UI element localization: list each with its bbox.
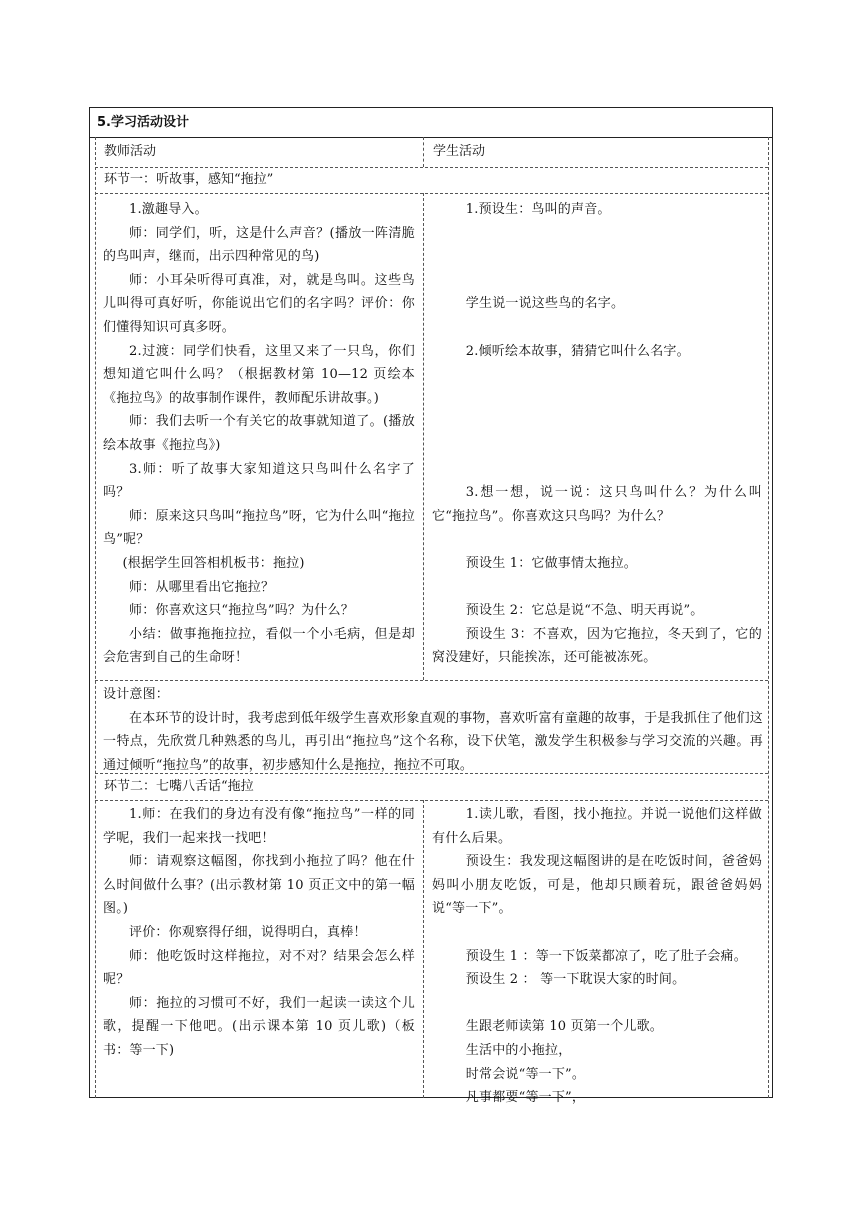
divider (423, 137, 424, 167)
teacher-paragraph: 1.师：在我们的身边有没有像“拖拉鸟”一样的同学呢，我们一起来找一找吧！ (103, 807, 415, 846)
student-paragraph: 预设生 3：不喜欢，因为它拖拉，冬天到了，它的窝没建好，只能挨冻，还可能被冻死。 (432, 626, 762, 666)
student-paragraph: 1.读儿歌，看图，找小拖拉。并说一说他们这样做有什么后果。 (432, 807, 762, 846)
student-paragraph: 预设生：我发现这幅图讲的是在吃饭时间，爸爸妈妈叫小朋友吃饭，可是，他却只顾着玩，跟爸爸妈妈说“等一下”。 (432, 854, 762, 917)
teacher-paragraph: 师：他吃饭时这样拖拉，对不对？结果会怎么样呢？ (103, 948, 415, 988)
divider (95, 680, 768, 681)
student-paragraph: 预设生 1：它做事情太拖拉。 (465, 555, 638, 571)
divider (95, 137, 96, 1098)
teacher-paragraph: 师：请观察这幅图，你找到小拖拉了吗？他在什么时间做什么事？(出示教材第 10 页正文中的第一幅图。) (103, 854, 415, 917)
teacher-paragraph: 师：拖拉的习惯可不好，我们一起读一读这个儿歌，提醒一下他吧。(出示课本第 10 页儿歌)（板书：等一下) (103, 995, 415, 1058)
student-paragraph: 生跟老师读第 10 页第一个儿歌。 (465, 1019, 664, 1035)
section2-student-activities (432, 803, 762, 1110)
teacher-paragraph: 师：同学们，听，这是什么声音？(播放一阵清脆的鸟叫声，继而，出示四种常见的鸟) (103, 225, 415, 265)
teacher-paragraph: 师：我们去听一个有关它的故事就知道了。(播放绘本故事《拖拉鸟》) (103, 414, 415, 453)
student-paragraph: 1.预设生：鸟叫的声音。 (465, 202, 611, 217)
teacher-paragraph: 师：从哪里看出它拖拉？ (129, 579, 275, 595)
design-intent-text: 在本环节的设计时，我考虑到低年级学生喜欢形象直观的事物，喜欢听富有童趣的故事，于是我抓住了他们这一特点，先欣赏几种熟悉的鸟儿，再引出“拖拉鸟”这个名称，设下伏笔，激发学生积极参与学习交流的兴趣。再通过倾听“拖拉鸟”的故事，初步感知什么是拖拉，拖拉不可取。 (103, 710, 763, 773)
teacher-paragraph: 师：小耳朵听得可真准，对，就是鸟叫。这些鸟儿叫得可真好听，你能说出它们的名字吗？评价：你们懂得知识可真多呀。 (103, 272, 415, 335)
design-intent-label: 设计意图： (103, 687, 170, 702)
section-title: 5.学习活动设计 (97, 115, 189, 130)
student-activity-header: 学生活动 (433, 144, 486, 159)
teacher-paragraph: 评价：你观察得仔细，说得明白，真棒！ (129, 924, 367, 940)
section2-title: 环节二：七嘴八舌话“拖拉 (104, 779, 254, 794)
section2-teacher-activities (103, 803, 415, 1063)
student-paragraph: 预设生 2：它总是说“不急、明天再说”。 (465, 603, 704, 619)
section1-title: 环节一：听故事，感知“拖拉” (104, 172, 274, 187)
teacher-paragraph: 师：原来这只鸟叫“拖拉鸟”呀，它为什么叫“拖拉鸟”呢？ (103, 508, 415, 548)
student-paragraph: 2.倾听绘本故事，猜猜它叫什么名字。 (465, 343, 690, 359)
teacher-paragraph: 3.师：听了故事大家知道这只鸟叫什么名字了吗？ (103, 461, 415, 501)
design-intent (103, 683, 763, 777)
student-paragraph: 学生说一说这些鸟的名字。 (465, 296, 625, 312)
divider (95, 800, 768, 801)
teacher-paragraph: (根据学生回答相机板书：拖拉) (122, 555, 305, 571)
divider (95, 193, 768, 194)
teacher-paragraph: 师：你喜欢这只“拖拉鸟”吗？为什么？ (129, 603, 354, 619)
divider (423, 800, 424, 1098)
section1-teacher-activities (103, 198, 415, 670)
student-paragraph: 预设生 1 ：等一下饭菜都凉了，吃了肚子会痛。 (465, 948, 747, 964)
student-paragraph: 时常会说“等一下”。 (465, 1066, 586, 1082)
student-paragraph: 3.想一想，说一说：这只鸟叫什么？为什么叫它“拖拉鸟”。你喜欢这只鸟吗？为什么？ (432, 485, 762, 524)
teacher-paragraph: 小结：做事拖拖拉拉，看似一个小毛病，但是却会危害到自己的生命呀！ (103, 626, 415, 666)
student-paragraph: 预设生 2 ： 等一下耽误大家的时间。 (465, 972, 686, 988)
student-paragraph: 生活中的小拖拉， (465, 1042, 572, 1058)
teacher-paragraph: 1.激趣导入。 (129, 202, 208, 217)
divider (768, 137, 769, 1098)
divider (423, 193, 424, 680)
section1-student-activities (432, 198, 762, 670)
teacher-activity-header: 教师活动 (104, 144, 157, 159)
student-paragraph: 凡事都要“等一下”， (465, 1090, 586, 1106)
teacher-paragraph: 2.过渡：同学们快看，这里又来了一只鸟，你们想知道它叫什么吗？（根据教材第 10—12 页绘本《拖拉鸟》的故事制作课件，教师配乐讲故事。) (103, 343, 415, 406)
divider (89, 137, 773, 138)
